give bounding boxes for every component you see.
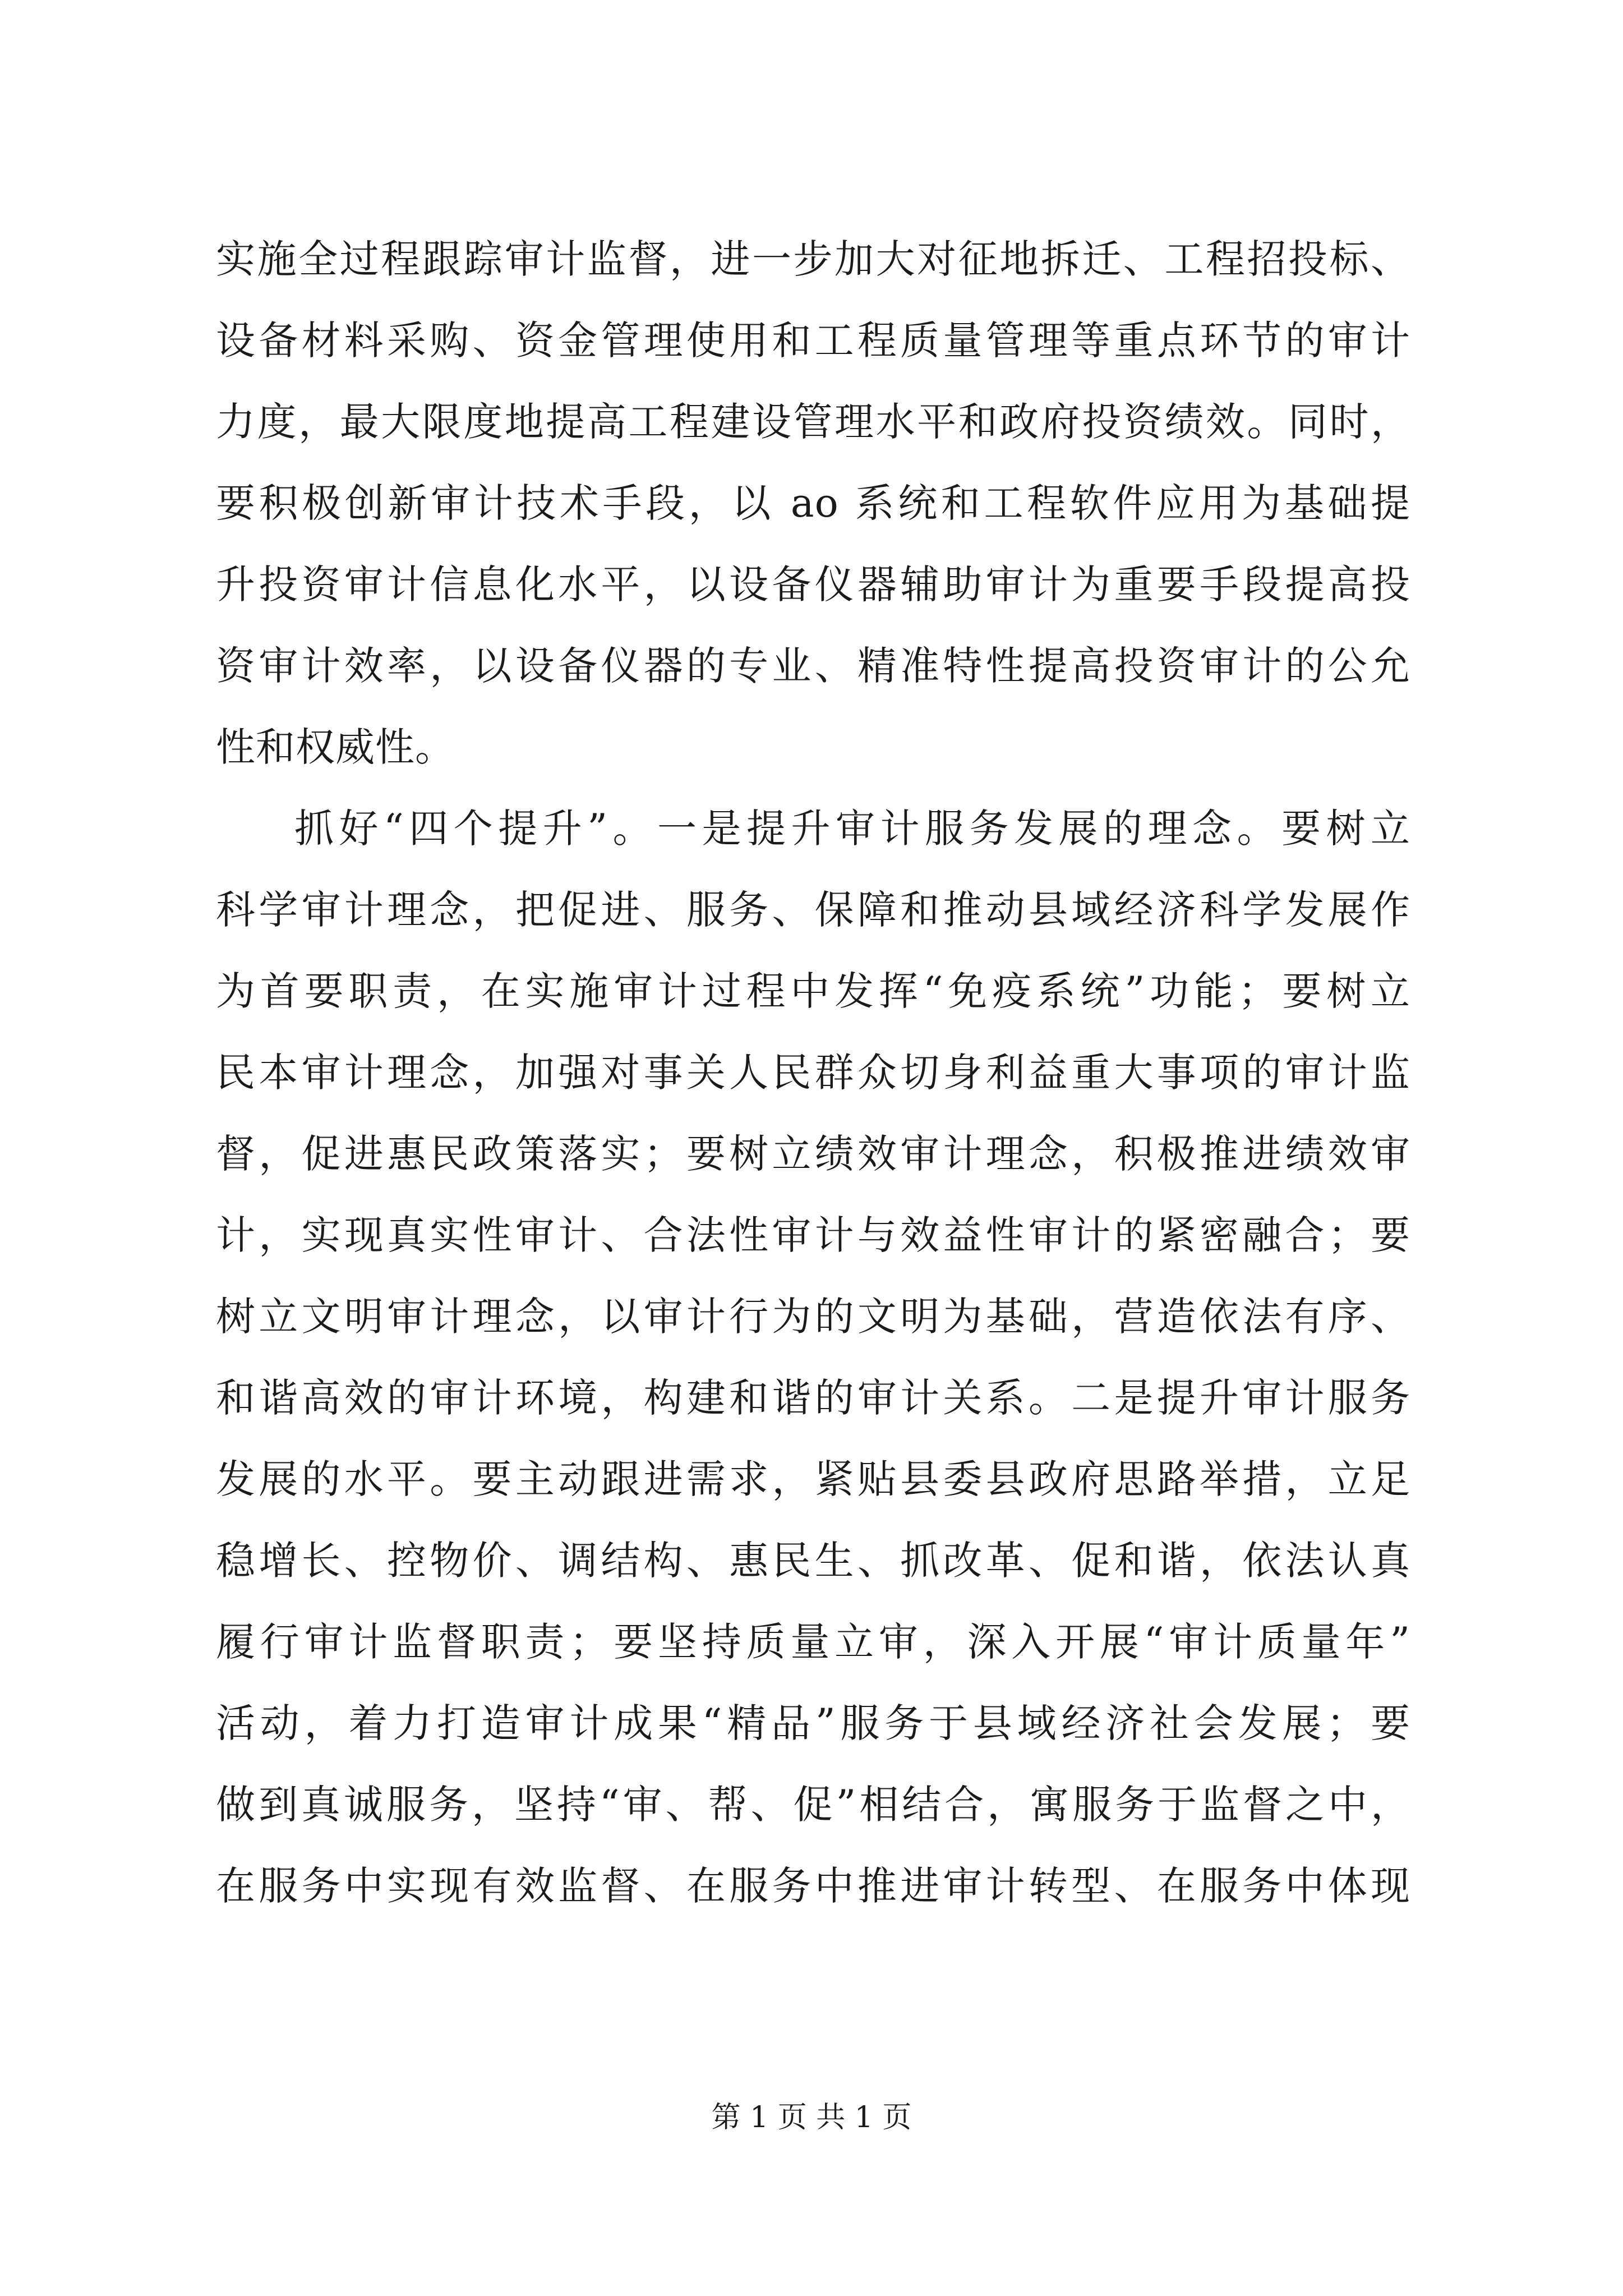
text-line: 资审计效率，以设备仪器的专业、精准特性提高投资审计的公允	[216, 643, 1410, 689]
text-line: 和谐高效的审计环境，构建和谐的审计关系。二是提升审计服务	[216, 1375, 1410, 1421]
paragraph-start-line: 抓好“四个提升”。一是提升审计服务发展的理念。要树立	[294, 806, 1410, 852]
text-line: 在服务中实现有效监督、在服务中推进审计转型、在服务中体现	[216, 1863, 1410, 1909]
text-line: 为首要职责，在实施审计过程中发挥“免疫系统”功能；要树立	[216, 968, 1410, 1014]
text-line: 督，促进惠民政策落实；要树立绩效审计理念，积极推进绩效审	[216, 1131, 1410, 1177]
text-line: 升投资审计信息化水平，以设备仪器辅助审计为重要手段提高投	[216, 562, 1410, 608]
text-line: 科学审计理念，把促进、服务、保障和推动县域经济科学发展作	[216, 887, 1410, 933]
body-text	[216, 219, 1410, 1927]
text-line: 发展的水平。要主动跟进需求，紧贴县委县政府思路举措，立足	[216, 1456, 1410, 1502]
text-line: 实施全过程跟踪审计监督，进一步加大对征地拆迁、工程招投标、	[216, 236, 1410, 282]
text-line: 做到真诚服务，坚持“审、帮、促”相结合，寓服务于监督之中，	[216, 1782, 1410, 1828]
text-line: 要积极创新审计技术手段，以 ao 系统和工程软件应用为基础提	[216, 480, 1410, 526]
text-line: 稳增长、控物价、调结构、惠民生、抓改革、促和谐，依法认真	[216, 1538, 1410, 1584]
text-line: 计，实现真实性审计、合法性审计与效益性审计的紧密融合；要	[216, 1212, 1410, 1258]
text-line: 履行审计监督职责；要坚持质量立审，深入开展“审计质量年”	[216, 1619, 1410, 1665]
text-line: 性和权威性。	[216, 724, 455, 770]
text-line: 树立文明审计理念，以审计行为的文明为基础，营造依法有序、	[216, 1294, 1410, 1340]
text-line: 力度，最大限度地提高工程建设管理水平和政府投资绩效。同时，	[216, 399, 1410, 445]
text-line: 设备材料采购、资金管理使用和工程质量管理等重点环节的审计	[216, 318, 1410, 364]
text-line: 民本审计理念，加强对事关人民群众切身利益重大事项的审计监	[216, 1050, 1410, 1096]
text-line: 活动，着力打造审计成果“精品”服务于县域经济社会发展；要	[216, 1700, 1410, 1746]
page-number-footer: 第 1 页 共 1 页	[711, 2101, 912, 2134]
